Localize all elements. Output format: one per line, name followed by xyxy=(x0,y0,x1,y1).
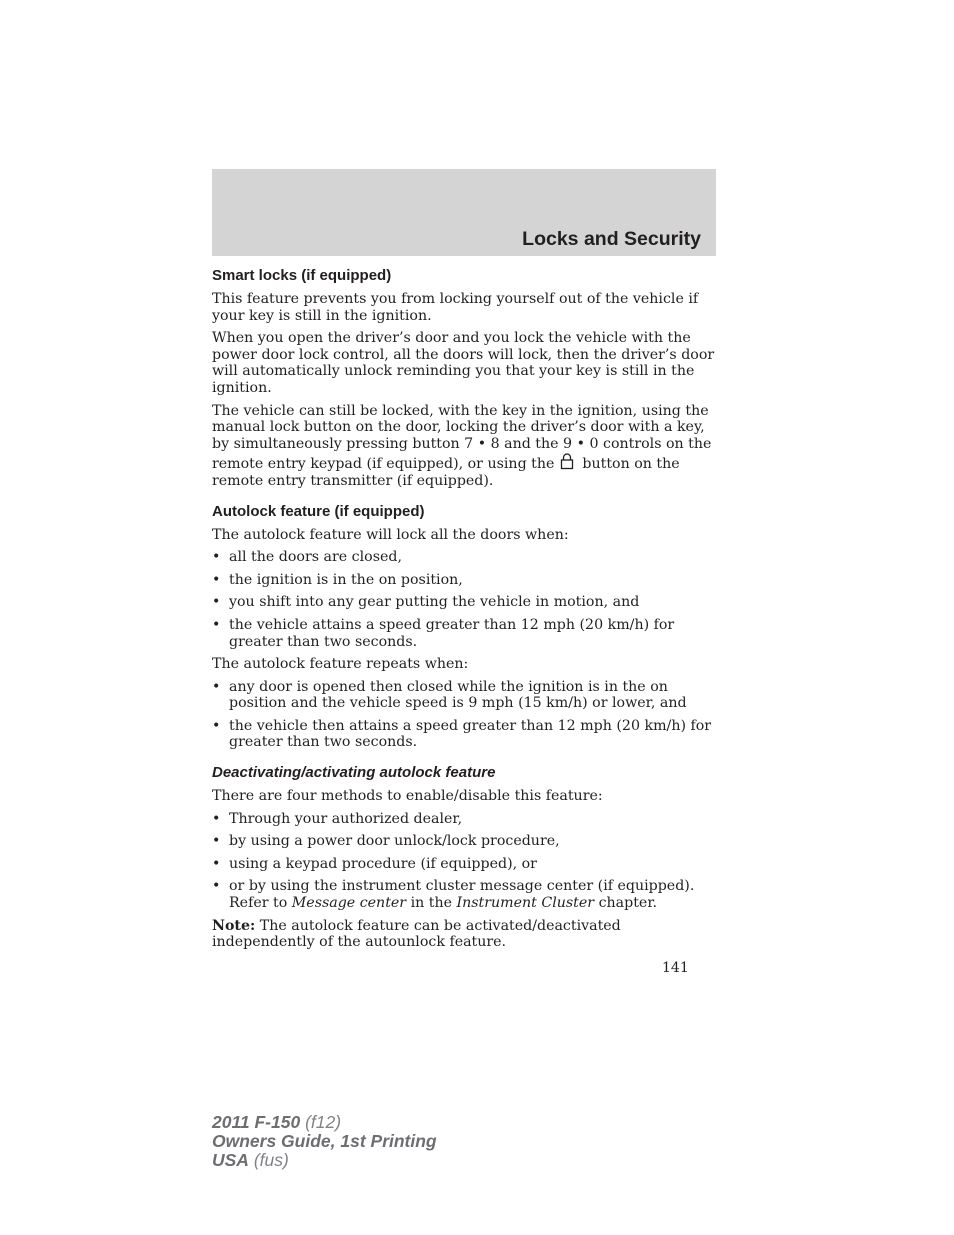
footer-region-code: (fus) xyxy=(253,1150,289,1170)
deactivating-heading: Deactivating/activating autolock feature xyxy=(212,764,496,782)
list-item-text: the vehicle attains a speed greater than 12 mph (20 km/h) for greater than two seconds. xyxy=(229,616,675,650)
smart-locks-paragraph-1: This feature prevents you from locking yourself out of the vehicle if your key is still in the ignition. xyxy=(212,291,699,324)
list-item xyxy=(212,878,718,911)
bullet-marker: • xyxy=(212,594,221,611)
bullet-marker: • xyxy=(212,571,221,588)
footer-model-code: (f12) xyxy=(305,1112,342,1132)
list-item xyxy=(212,679,718,712)
autolock-repeat-bullet-list xyxy=(212,679,718,751)
note-text: The autolock feature can be activated/deactivated independently of the autounlock feature. xyxy=(212,917,621,951)
footer-line-2 xyxy=(212,1132,437,1151)
footer-guide: Owners Guide, 1st Printing xyxy=(212,1131,437,1151)
note-paragraph xyxy=(212,918,718,951)
list-item xyxy=(212,572,718,589)
list-item xyxy=(212,811,718,828)
list-item xyxy=(212,856,718,873)
autolock-intro: The autolock feature will lock all the doors when: xyxy=(212,526,569,543)
bullet-marker: • xyxy=(212,833,221,850)
smart-locks-paragraph-2: When you open the driver’s door and you lock the vehicle with the power door lock control, all the doors will lock, then the driver’s door will automatically unlock reminding you that your key is still in the ignition. xyxy=(212,330,715,396)
list-item-text-c: chapter. xyxy=(598,895,658,912)
chapter-title: Locks and Security xyxy=(522,228,701,250)
note-label: Note: xyxy=(212,917,256,934)
list-item xyxy=(212,594,718,611)
footer-region: USA xyxy=(212,1150,249,1170)
instrument-cluster-reference: Instrument Cluster xyxy=(456,895,595,912)
footer-model: 2011 F-150 xyxy=(212,1112,301,1132)
page-number: 141 xyxy=(662,960,689,976)
footer-line-3 xyxy=(212,1151,437,1170)
list-item xyxy=(212,833,718,850)
deactivating-intro: There are four methods to enable/disable this feature: xyxy=(212,788,603,805)
list-item-text: the vehicle then attains a speed greater than 12 mph (20 km/h) for greater than two seconds. xyxy=(229,717,712,751)
bullet-marker: • xyxy=(212,616,221,633)
list-item-text: by using a power door unlock/lock procedure, xyxy=(229,833,560,850)
chapter-header-band xyxy=(212,169,716,256)
list-item-text-a: or by using the instrument cluster message center (if equipped). Refer to xyxy=(229,878,695,912)
page-content xyxy=(212,266,718,957)
message-center-reference: Message center xyxy=(291,895,407,912)
bullet-marker: • xyxy=(212,855,221,872)
bullet-marker: • xyxy=(212,678,221,695)
bullet-marker: • xyxy=(212,549,221,566)
smart-locks-paragraph-3-text-a: The vehicle can still be locked, with the key in the ignition, using the manual lock button on the door, locking the driver’s door with a key, by simultaneously pressing button 7 • 8 and the 9 • 0 controls on the remote entry keypad (if equipped), or using the xyxy=(212,402,712,473)
autolock-repeat-intro: The autolock feature repeats when: xyxy=(212,656,469,673)
list-item-text: all the doors are closed, xyxy=(229,549,402,566)
bullet-marker: • xyxy=(212,810,221,827)
smart-locks-paragraph-3 xyxy=(212,403,718,490)
bullet-marker: • xyxy=(212,717,221,734)
list-item-text: the ignition is in the on position, xyxy=(229,571,463,588)
list-item xyxy=(212,617,718,650)
footer-line-1 xyxy=(212,1113,437,1132)
autolock-heading: Autolock feature (if equipped) xyxy=(212,502,425,520)
autolock-bullet-list xyxy=(212,549,718,650)
list-item xyxy=(212,718,718,751)
smart-locks-heading: Smart locks (if equipped) xyxy=(212,267,392,284)
list-item-text: you shift into any gear putting the vehicle in motion, and xyxy=(229,594,640,611)
list-item-text: any door is opened then closed while the ignition is in the on position and the vehicle speed is 9 mph (15 km/h) or lower, and xyxy=(229,678,687,712)
list-item-text: Through your authorized dealer, xyxy=(229,810,463,827)
list-item-text: using a keypad procedure (if equipped), or xyxy=(229,855,537,872)
deactivating-bullet-list xyxy=(212,811,718,912)
list-item-text-b: in the xyxy=(410,895,453,912)
document-footer xyxy=(212,1113,437,1170)
lock-icon xyxy=(558,452,576,470)
smart-locks-paragraph-3-text-b: button on the remote entry transmitter (if equipped). xyxy=(212,456,680,489)
list-item xyxy=(212,549,718,566)
bullet-marker: • xyxy=(212,878,221,895)
